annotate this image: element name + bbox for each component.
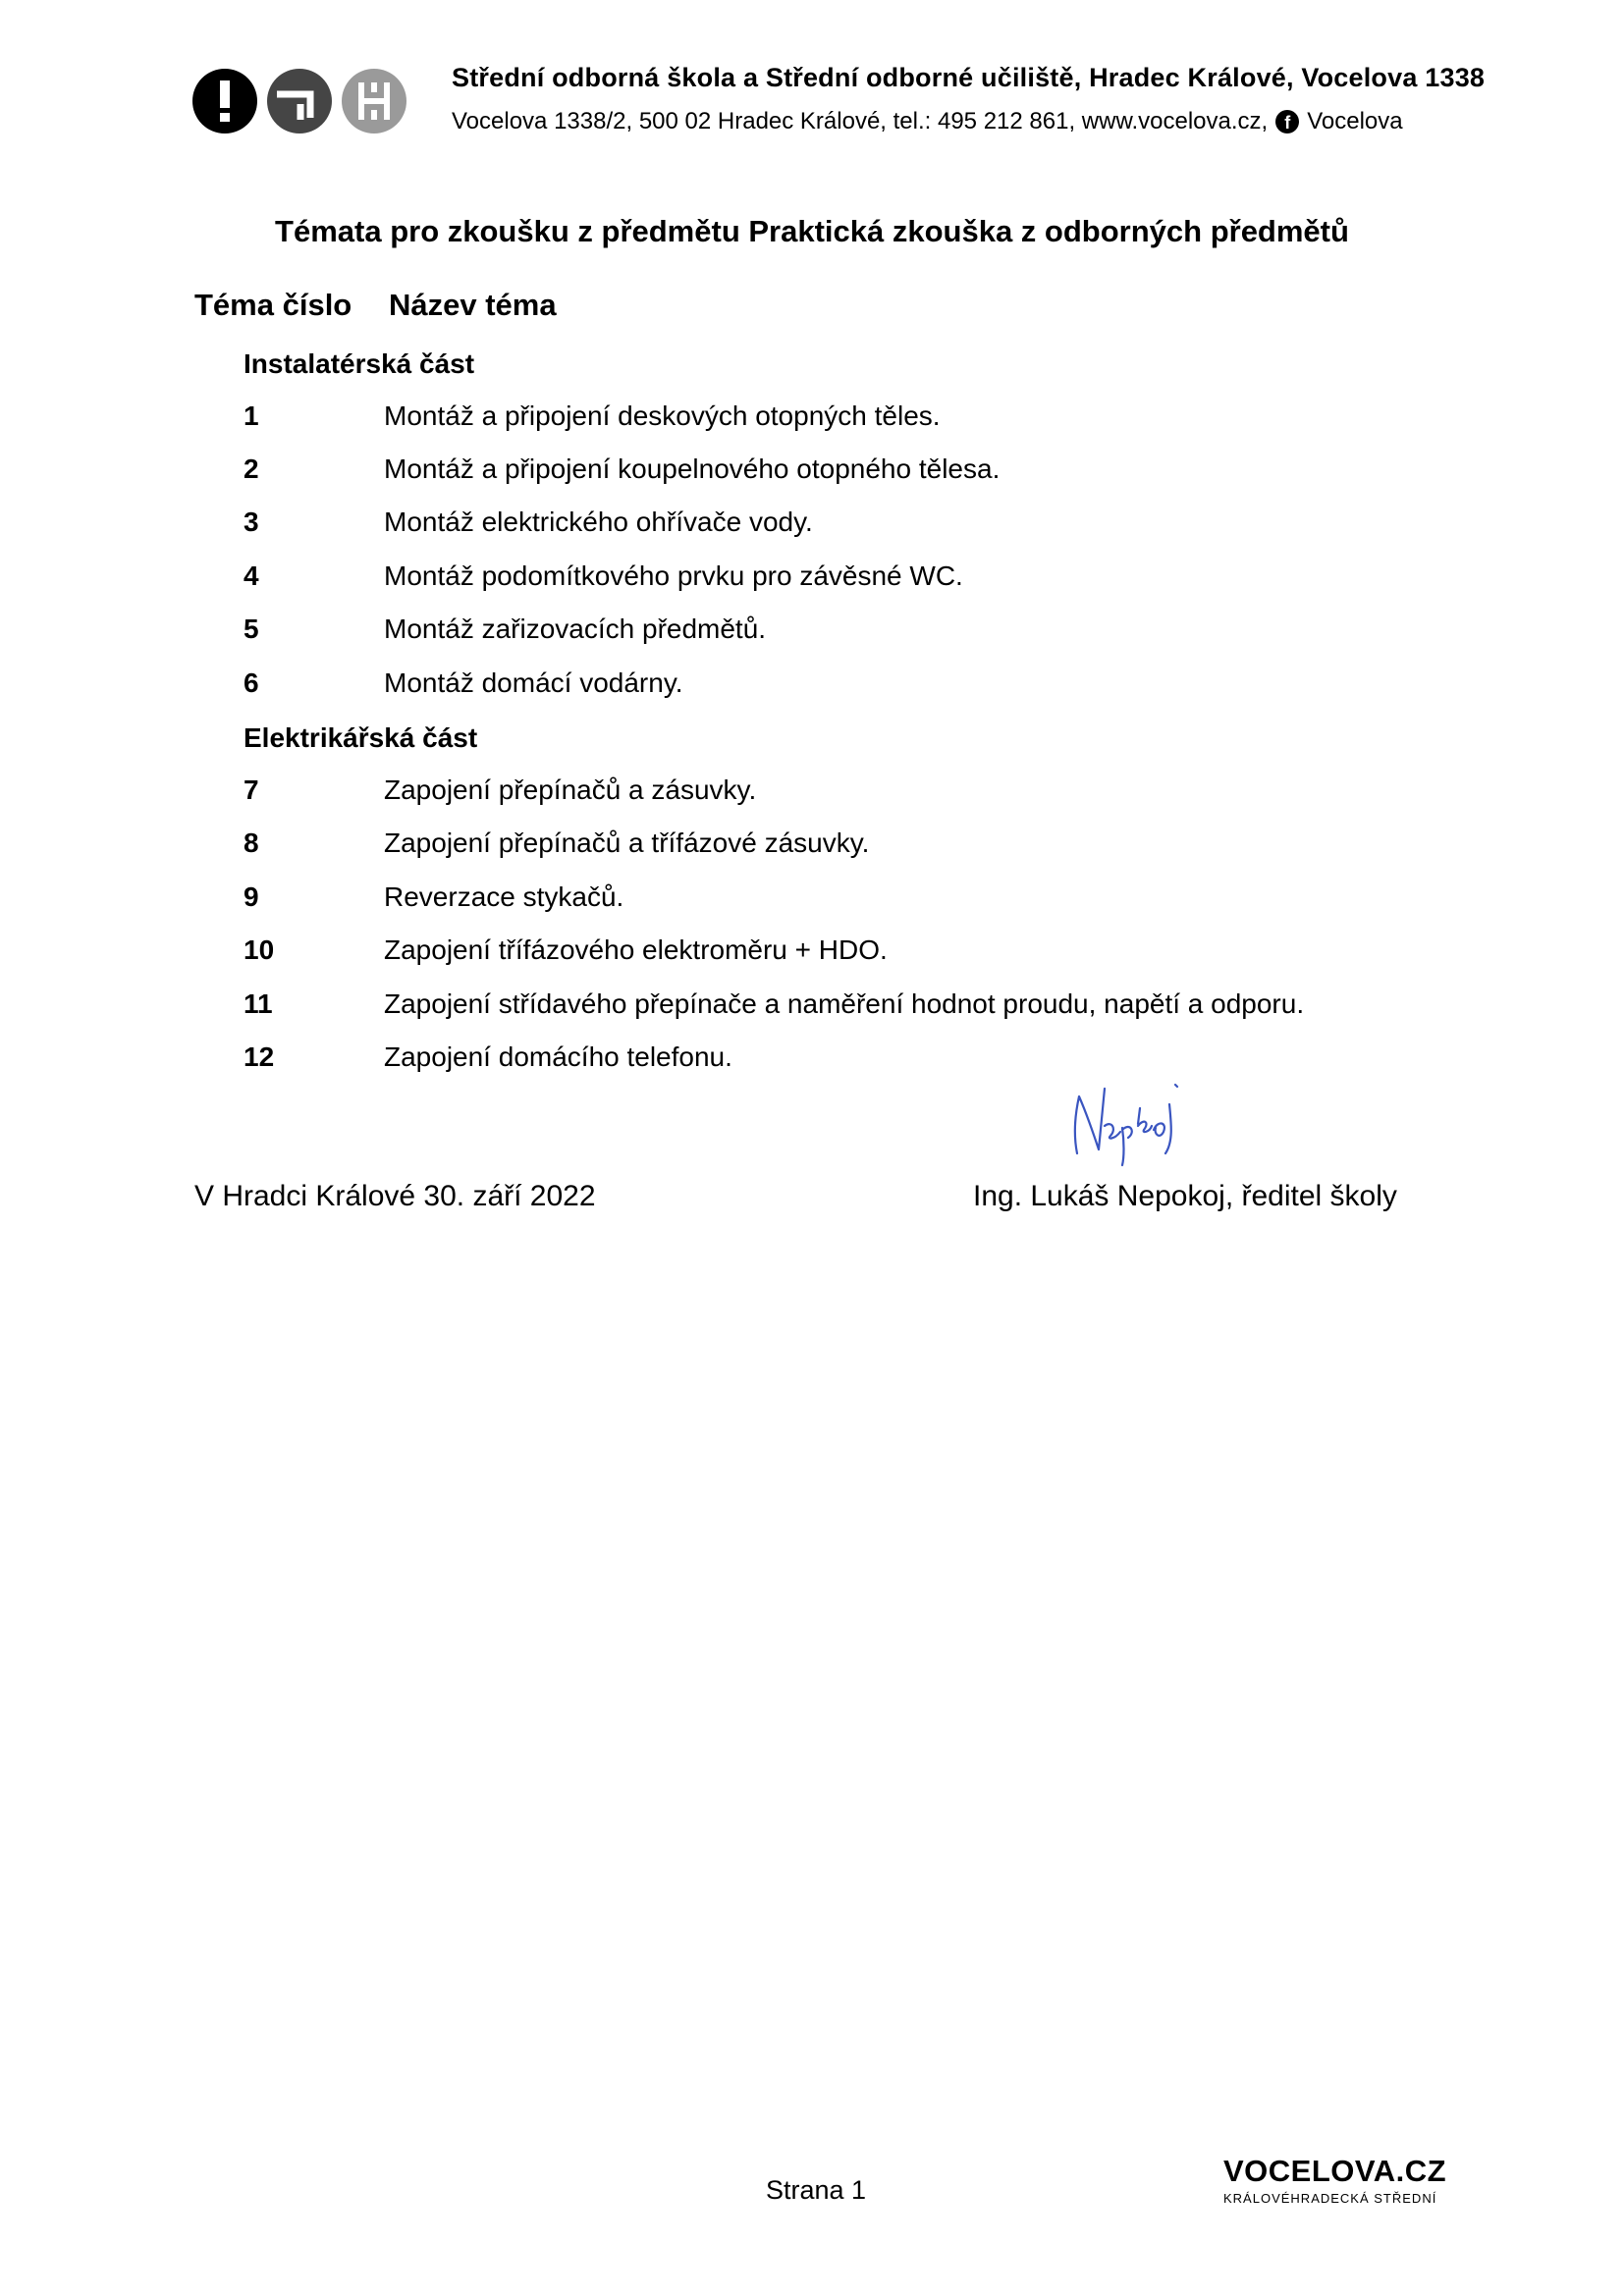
topic-row (244, 614, 766, 653)
topic-number: 1 (244, 400, 259, 431)
signer-name: Ing. Lukáš Nepokoj, ředitel školy (973, 1180, 1397, 1212)
topic-row (244, 881, 623, 921)
brand-subtitle: KRÁLOVÉHRADECKÁ STŘEDNÍ (1223, 2191, 1437, 2206)
contact-line: Vocelova 1338/2, 500 02 Hradec Králové, tel.: 495 212 861, www.vocelova.cz, (452, 108, 1269, 134)
document-title: Témata pro zkoušku z předmětu Praktická zkouška z odborných předmětů (275, 214, 1349, 248)
topic-number: 7 (244, 774, 259, 805)
plumbing-logo-icon (267, 69, 332, 133)
topic-number: 3 (244, 507, 259, 537)
topic-text: Montáž podomítkového prvku pro závěsné WC. (384, 561, 963, 591)
topic-row (244, 774, 756, 814)
column-header-name: Název téma (389, 288, 557, 322)
topic-text: Zapojení přepínačů a třífázové zásuvky. (384, 828, 870, 858)
section-heading-electrical: Elektrikářská část (244, 722, 478, 753)
topic-text: Reverzace stykačů. (384, 881, 624, 912)
topic-text: Montáž a připojení koupelnového otopného tělesa. (384, 454, 1001, 484)
topic-number: 10 (244, 934, 275, 965)
topic-row (244, 1041, 732, 1081)
page-number: Strana 1 (766, 2175, 867, 2205)
topic-text: Montáž domácí vodárny. (384, 667, 683, 698)
topic-number: 11 (244, 988, 273, 1019)
topic-number: 9 (244, 881, 259, 912)
topic-text: Zapojení třífázového elektroměru + HDO. (384, 934, 888, 965)
topic-row (244, 507, 813, 546)
topic-text: Montáž elektrického ohřívače vody. (384, 507, 813, 537)
brand-logo-text[interactable]: VOCELOVA.CZ (1223, 2154, 1447, 2188)
topic-number: 5 (244, 614, 259, 644)
topic-text: Zapojení přepínačů a zásuvky. (384, 774, 757, 805)
topic-row (244, 400, 941, 440)
column-header-number: Téma číslo (194, 288, 352, 322)
topic-row (244, 667, 683, 707)
topic-text: Montáž a připojení deskových otopných těles. (384, 400, 941, 431)
facebook-icon[interactable]: f (1275, 110, 1299, 133)
facebook-label[interactable]: Vocelova (1307, 108, 1403, 134)
topic-text: Zapojení střídavého přepínače a naměření hodnot proudu, napětí a odporu. (384, 988, 1305, 1019)
topic-text: Montáž zařizovacích předmětů. (384, 614, 767, 644)
electric-logo-icon (342, 69, 406, 133)
topic-row (244, 828, 869, 867)
topic-row (244, 934, 888, 974)
place-date: V Hradci Králové 30. září 2022 (194, 1180, 596, 1212)
topic-row (244, 454, 1000, 493)
topic-number: 4 (244, 561, 259, 591)
topic-number: 6 (244, 667, 259, 698)
topic-number: 8 (244, 828, 259, 858)
topic-number: 12 (244, 1041, 275, 1072)
topic-text: Zapojení domácího telefonu. (384, 1041, 732, 1072)
signature-image (1065, 1075, 1203, 1173)
topic-number: 2 (244, 454, 259, 484)
section-heading-plumbing: Instalatérská část (244, 348, 475, 379)
school-contact (452, 108, 1403, 135)
school-logos (192, 69, 406, 135)
school-name: Střední odborná škola a Střední odborné učiliště, Hradec Králové, Vocelova 1338 (452, 63, 1486, 92)
topic-row (244, 561, 963, 600)
topic-row (244, 988, 1304, 1028)
info-logo-icon (192, 69, 257, 133)
